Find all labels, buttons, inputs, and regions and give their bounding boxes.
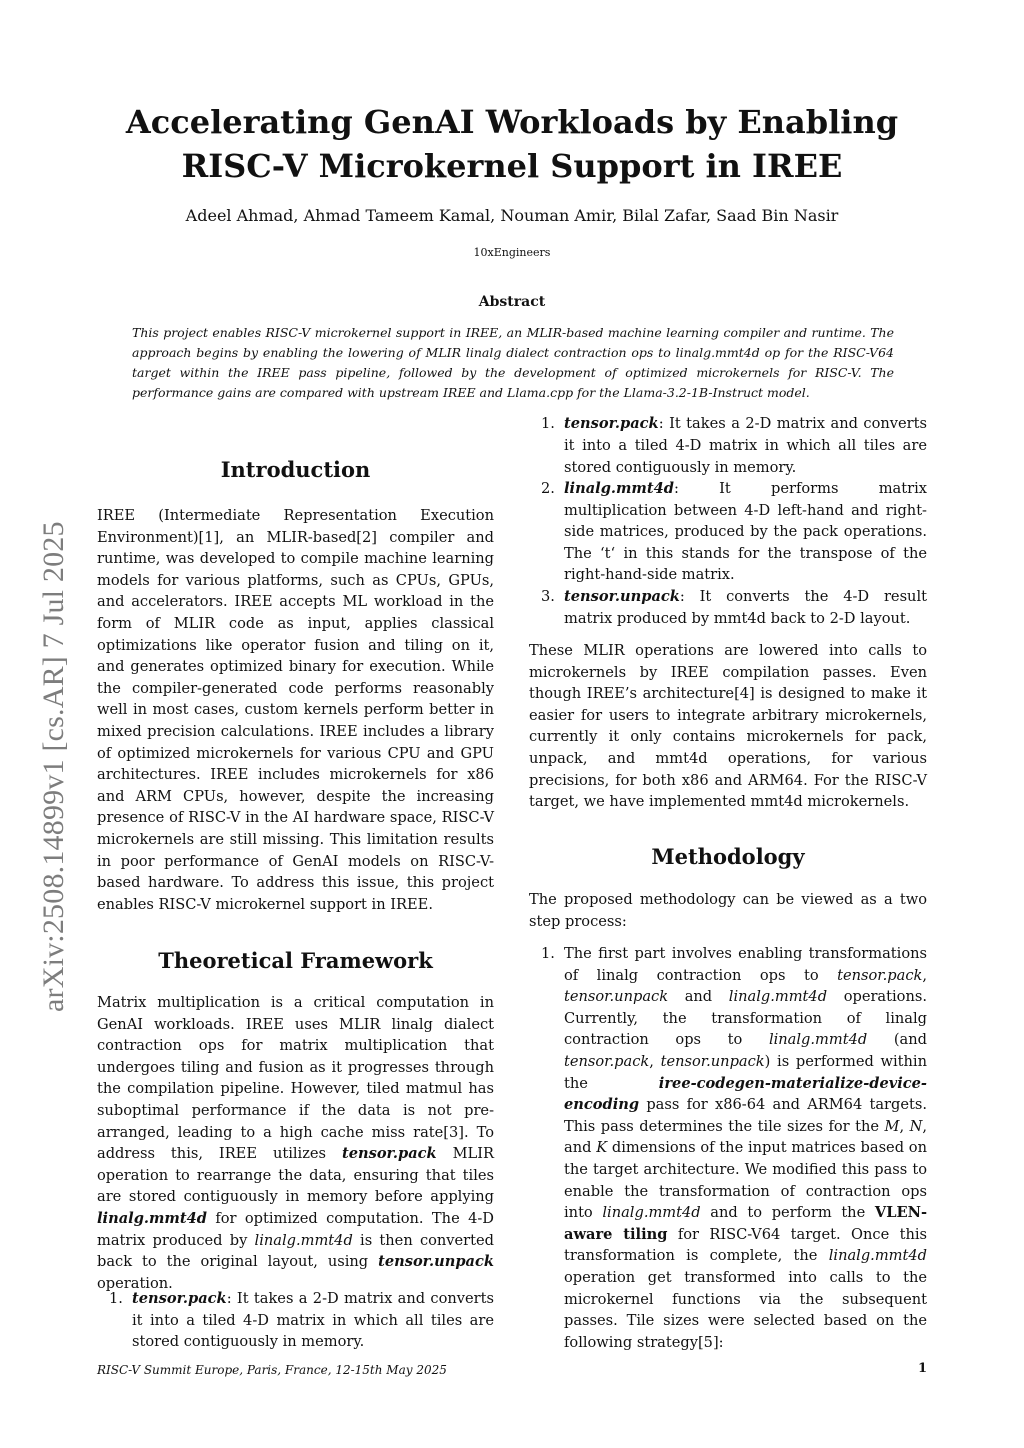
list-continuation-clip: [529, 415, 927, 479]
term-tensor-pack: tensor.pack: [837, 966, 923, 984]
list-number: 3.: [541, 587, 555, 605]
list-item-text: ,: [922, 966, 927, 984]
term-vlen-aware-tiling: VLEN-aware tiling: [564, 1204, 927, 1243]
paragraph-text: operation.: [97, 1274, 173, 1292]
paragraph-text: is then converted back to the original layout, using: [97, 1231, 495, 1271]
term-linalg-mmt4d: linalg.mmt4d: [254, 1231, 353, 1249]
list-item-text: ) is performed within the: [564, 1052, 927, 1092]
term-tensor-pack: tensor.pack: [341, 1145, 437, 1163]
list-item-text: The first part involves enabling transformations of linalg contraction ops to: [564, 945, 927, 984]
abstract-text: This project enables RISC-V microkernel support in IREE, an MLIR-based machine learning compiler and runtime. The approach begins by enabling the lowering of MLIR linalg dialect contraction ops to linalg.mmt4d op for the RISC-V64 target within the IREE pass pipeline, followed by the development of optimized microkernels for RISC-V. The performance gains are compared with upstream IREE and Llama.cpp for the Llama-3.2-1B-Instruct model.: [132, 325, 894, 400]
term-linalg-mmt4d: linalg.mmt4d: [97, 1209, 207, 1227]
list-item-text: ,: [899, 1117, 910, 1135]
operation-list-continued: [529, 413, 927, 478]
list-item-text: , and: [564, 1117, 928, 1157]
affiliation: 10xEngineers: [473, 246, 551, 259]
introduction-heading: Introduction: [220, 457, 371, 482]
list-item-text: : It performs matrix multiplication between 4-D left-hand and right-side matrices, produced by the pack operations. The ‘t‘ in this stands for the transpose of the right-hand-side matrix.: [564, 480, 927, 584]
methodology-intro: The proposed methodology can be viewed as a two step process:: [529, 891, 927, 930]
list-item-text: dimensions of the input matrices based on the target architecture. We modified this pass to enable the transformation of contraction ops into: [564, 1139, 927, 1222]
theoretical-framework-heading: Theoretical Framework: [158, 948, 433, 973]
term-tensor-unpack: tensor.unpack: [660, 1052, 765, 1070]
term-materialize-pass: iree-codegen-materialize-device-encoding: [564, 1074, 927, 1114]
term-tensor-pack: tensor.pack: [564, 1052, 650, 1070]
list-item-text: pass for x86-64 and ARM64 targets. This pass determines the tile sizes for the: [564, 1096, 927, 1135]
term-tensor-unpack: tensor.unpack: [378, 1253, 494, 1271]
list-item-text: for RISC-V64 target. Once this transformation is complete, the: [564, 1225, 927, 1265]
list-item-text: (and: [867, 1031, 927, 1049]
dimension-m: M: [884, 1117, 900, 1135]
list-item-text: operation get transformed into calls to the microkernel functions via the subsequent passes. Tile sizes were selected based on the following strategy[5]:: [564, 1268, 927, 1351]
term-tensor-unpack: tensor.unpack: [564, 587, 680, 605]
list-item: [529, 586, 927, 629]
term-linalg-mmt4d: linalg.mmt4d: [728, 988, 828, 1006]
list-item-text: ,: [649, 1052, 661, 1070]
term-linalg-mmt4d: linalg.mmt4d: [768, 1031, 868, 1049]
list-item-text: and: [668, 988, 729, 1006]
list-item: [529, 478, 927, 586]
list-number: 1.: [541, 945, 555, 962]
list-item-text: : It takes a 2-D matrix and converts it into a tiled 4-D matrix in which all tiles are stored contiguously in memory.: [132, 1290, 494, 1351]
paragraph-text: MLIR operation to rearrange the data, ensuring that tiles are stored contiguously in memory before applying: [97, 1145, 494, 1206]
author-list: Adeel Ahmad, Ahmad Tameem Kamal, Nouman Amir, Bilal Zafar, Saad Bin Nasir: [185, 206, 839, 225]
list-item-text: : It takes a 2-D matrix and converts it into a tiled 4-D matrix in which all tiles are stored contiguously in memory.: [564, 415, 927, 476]
operation-list-part1: [97, 1288, 494, 1351]
list-number: 2.: [541, 480, 555, 497]
methodology-heading: Methodology: [651, 844, 805, 869]
conference-footer: RISC-V Summit Europe, Paris, France, 12-15th May 2025: [97, 1363, 447, 1377]
term-tensor-pack: tensor.pack: [132, 1290, 227, 1307]
introduction-paragraph: IREE (Intermediate Representation Execution Environment)[1], an MLIR-based[2] compiler and runtime, was developed to compile machine learning models for various platforms, such as CPUs, GPUs, and accelerators. IREE accepts ML workload in the form of MLIR code as input, applies classical optimizations like operator fusion and tiling on it, and generates optimized binary for execution. While the compiler-generated code performs reasonably well in most cases, custom kernels perform better in mixed precision calculations. IREE includes a library of optimized microkernels for various CPU and GPU architectures. IREE includes microkernels for x86 and ARM CPUs, however, despite the increasing presence of RISC-V in the AI hardware space, RISC-V microkernels are still missing. This limitation results in poor performance of GenAI models on RISC-V-based hardware. To address this issue, this project enables RISC-V microkernel support in IREE.: [97, 507, 494, 913]
dimension-k: K: [596, 1139, 608, 1157]
list-number: 1.: [541, 415, 555, 433]
methodology-steps: [529, 943, 927, 1353]
term-tensor-unpack: tensor.unpack: [564, 988, 669, 1006]
paragraph-text: for optimized computation. The 4-D matrix produced by: [97, 1209, 494, 1249]
list-item: [97, 1288, 494, 1353]
arxiv-identifier: arXiv:2508.14899v1 [cs.AR] 7 Jul 2025: [37, 521, 70, 1012]
lowering-paragraph: These MLIR operations are lowered into calls to microkernels by IREE compilation passes. Even though IREE’s architecture[4] is designed to make it easier for users to integrate arbitrary microkernels, currently it only contains microkernels for pack, unpack, and mmt4d operations, for various precisions, for both x86 and ARM64. For the RISC-V target, we have implemented mmt4d microkernels.: [529, 642, 927, 811]
list-item-text: operations. Currently, the transformation of linalg contraction ops to: [564, 988, 927, 1049]
abstract-heading: Abstract: [478, 294, 546, 310]
list-item-text: and to perform the: [700, 1204, 875, 1222]
list-item-text: : It converts the 4-D result matrix produced by mmt4d back to 2-D layout.: [564, 587, 927, 627]
page-number: 1: [917, 1361, 927, 1376]
term-linalg-mmt4d: linalg.mmt4d: [564, 480, 674, 497]
dimension-n: N: [909, 1117, 923, 1135]
term-tensor-pack: tensor.pack: [564, 415, 659, 433]
theoretical-framework-paragraph: [97, 992, 494, 1294]
list-item: [529, 943, 927, 1353]
paragraph-text: Matrix multiplication is a critical computation in GenAI workloads. IREE uses MLIR linalg dialect contraction ops for matrix multiplication that undergoes tiling and fusion as it progresses through the compilation pipeline. However, tiled matmul has suboptimal performance if the data is not pre-arranged, leading to a high cache miss rate[3]. To address this, IREE utilizes: [97, 994, 494, 1163]
term-linalg-mmt4d: linalg.mmt4d: [602, 1204, 701, 1222]
list-item: [529, 413, 927, 478]
list-number: 1.: [109, 1290, 123, 1307]
term-linalg-mmt4d: linalg.mmt4d: [828, 1247, 927, 1265]
operation-list-part2: [529, 478, 927, 629]
paper-title: Accelerating GenAI Workloads by Enabling RISC-V Microkernel Support in IREE: [125, 103, 899, 185]
